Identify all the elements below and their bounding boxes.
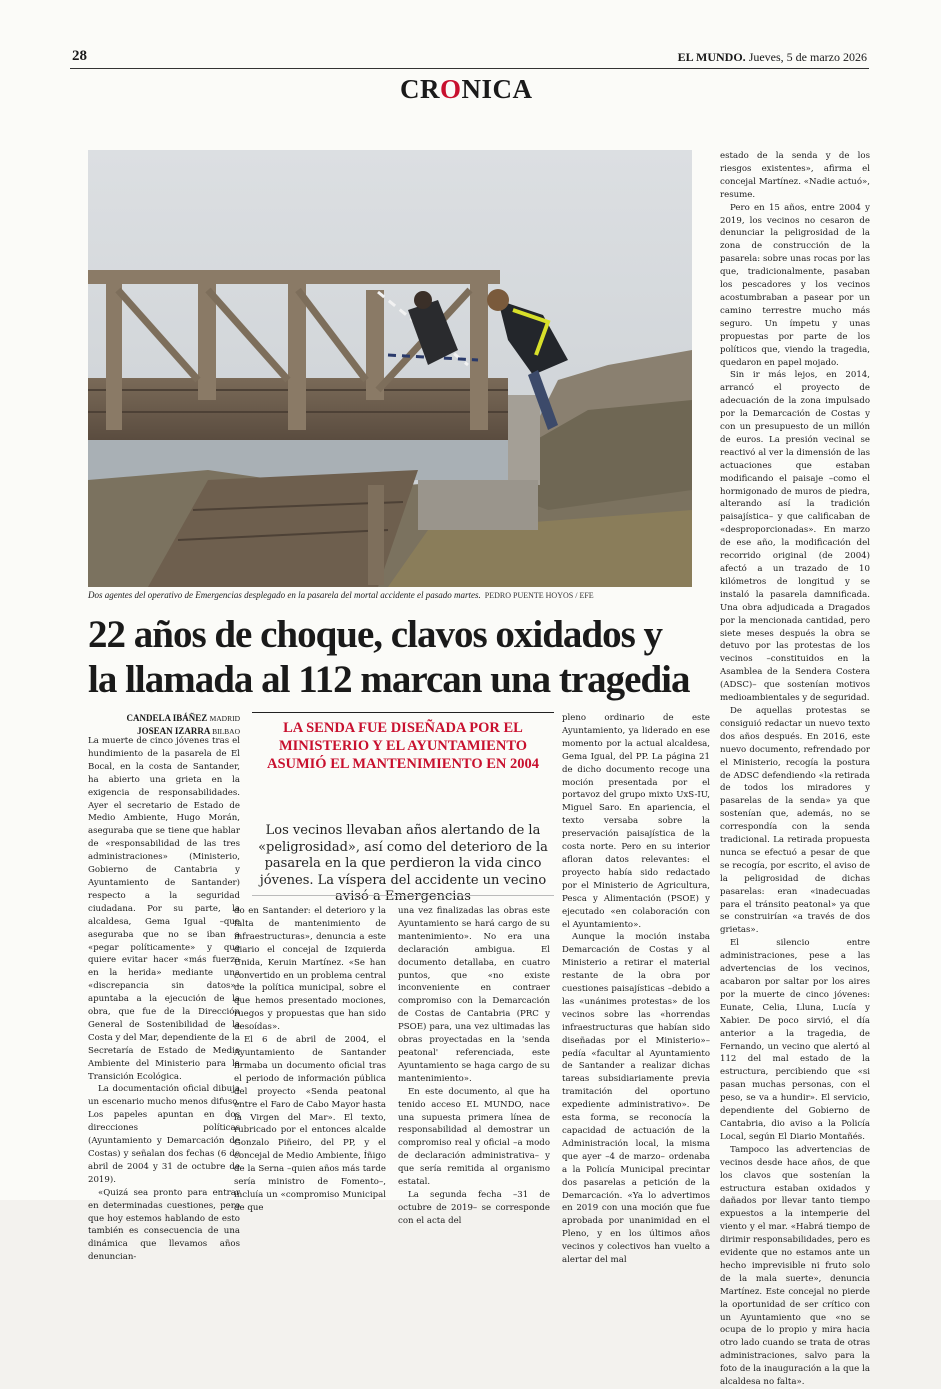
column-1 (88, 735, 240, 1264)
author-name: JOSEAN IZARRA (137, 726, 210, 736)
paragraph: La documentación oficial dibuja un escenario mucho menos difuso. Los papeles apuntan en dos direcciones políticas (Ayuntamiento y Demarcación de Costas) y señalan dos fechas (6 de abril de 2004 y 31 de octubre de 2019). (88, 1084, 240, 1185)
paragraph: una vez finalizadas las obras este Ayuntamiento se hará cargo de su mantenimiento». No era una declaración ambigua. El documento detallaba, en cuatro puntos, que «no existe inconveniente en contraer compromiso con la Demarcación de Costas de Cantabria (PRC y PSOE) para, una vez ultimadas las obras proyectadas en la 'senda peatonal' referenciada, este Ayuntamiento se haga cargo de su mantenimiento». (398, 906, 550, 1084)
paragraph: Pero en 15 años, entre 2004 y 2019, los vecinos no cesaron de denunciar la peligrosidad de la zona de construcción de la pasarela: sobre unas rocas por las que, tradicionalmente, pasaban los pescadores y los vecinos acostumbraban a pasear por un camino terrestre mucho más seguro. Un ímpetu y unas propuestas por parte de los políticos que, viendo la tragedia, quedaron en papel mojado. (720, 202, 870, 368)
column-5 (720, 150, 870, 1389)
photo-caption (88, 590, 692, 600)
photo-credit: PEDRO PUENTE HOYOS / EFE (484, 591, 594, 600)
paragraph: En este documento, al que ha tenido acceso EL MUNDO, nace una supuesta primera línea de responsabilidad al demostrar un compromiso real y oficial –a modo de declaración administrativa– y que sería remitida al organismo estatal. (398, 1086, 550, 1188)
headline: 22 años de choque, clavos oxidados y la llamada al 112 marcan una tragedia (88, 613, 690, 701)
issue-date: Jueves, 5 de marzo 2026 (748, 50, 867, 64)
paragraph: pleno ordinario de este Ayuntamiento, ya liderado en ese momento por la actual alcaldesa, Gema Igual, del PP. La página 21 de dicho documento recoge una moción presentada por el portavoz del grupo mixto UxS-IU, Miguel Saro. En apariencia, el texto versaba sobre la preservación paisajística de la costa norte. Pero en su interior afloran datos relevantes: el proyecto había sido redactado por el Ministerio de Agricultura, Pesca y Alimentación (PSOE) y ejecutado «en colaboración con el Ayuntamiento». (562, 713, 710, 930)
paragraph: estado de la senda y de los riesgos existentes», afirma el concejal Martínez. «Nadie actuó», resume. (720, 151, 870, 200)
column-2 (234, 905, 386, 1215)
paragraph: La segunda fecha –31 de octubre de 2019– se corresponde con el acta del (398, 1189, 550, 1226)
pull-quote: LA SENDA FUE DISEÑADA POR EL MINISTERIO Y EL AYUNTAMIENTO ASUMIÓ EL MANTENIMIENTO EN 2004 (252, 712, 554, 773)
author-location: MADRID (209, 714, 240, 723)
article-deck: Los vecinos llevaban años alertando de la «peligrosidad», así como del deterioro de la pasarela en la que perdieron la vida cinco jóvenes. La víspera del accidente un vecino avisó a Emergencias (258, 823, 548, 904)
section-title (400, 74, 533, 105)
paragraph: El silencio entre administraciones, pese a las advertencias de los vecinos, acabaron por saltar por los aires por la muerte de cinco jóvenes: Eunate, Celia, Lluna, Lucía y Xabier. De poco sirvió, el día anterior a la tragedia, de Fernando, un vecino que alertó al 112 del mal estado de la estructura, percibiendo que «si pasan muchas personas, con el peso, se va a hundir». El servicio, dependiente del Gobierno de Cantabria, dio aviso a la Policía Local, según El Diario Montañés. (720, 938, 870, 1142)
paragraph: El 6 de abril de 2004, el Ayuntamiento de Santander firmaba un documento oficial tras el periodo de información pública del proyecto «Senda peatonal entre el Faro de Cabo Mayor hasta la Virgen del Mar». El texto, rubricado por el entonces alcalde Gonzalo Piñeiro, del PP, y el concejal de Medio Ambiente, Íñigo de la Serna –quien años más tarde sería ministro de Fomento–, incluía un «compromiso Municipal de que (234, 1035, 386, 1213)
paragraph: «Quizá sea pronto para entrar en determinadas cuestiones, pero que hoy estemos hablando de esto también es consecuencia de una dinámica que llevamos años denuncian- (88, 1187, 240, 1263)
paragraph: Tampoco las advertencias de vecinos desde hace años, de que los clavos que sostenían la estructura estaban oxidados y dañados por llevar tanto tiempo expuestos a la intemperie del viento y el mar. «Habrá tiempo de dirimir responsabilidades, pero es evidente que no estamos ante un hecho imprevisible ni fruto solo de la mala suerte», denuncia Martínez. Este concejal no pierde la oportunidad de ser crítico con un Ayuntamiento que «no se ocupa de lo propio y mira hacia otro lado cuando se trata de otras administraciones, salvo para la foto de la inauguración a la que la alcaldesa no falta». (720, 1144, 870, 1388)
paragraph: De aquellas protestas se consiguió redactar un nuevo texto dos años después. En 2016, este nuevo documento, refrendado por el Ministerio, recogía la postura de ADSC defendiendo «la retirada de todos los miradores y pasarelas de la senda» ya que sostenían que, además, no se correspondía con la senda tradicional. La retirada propuesta nunca se efectuó a pesar de que se recogía, por escrito, el aviso de la peligrosidad de dichas pasarelas: eran «inadecuadas para el tránsito peatonal» ya que se construirían «a través de dos grietas». (720, 705, 870, 936)
column-4 (562, 712, 710, 1267)
publication-dateline (678, 50, 867, 65)
section-title-part: CR (400, 74, 440, 104)
caption-text: Dos agentes del operativo de Emergencias desplegado en la pasarela del mortal accidente el pasado martes. (88, 590, 481, 600)
deck-divider (252, 895, 554, 896)
top-rule (70, 68, 869, 69)
paragraph: Aunque la moción instaba Demarcación de Costas y al Ministerio a retirar el material restante de la obra por cuestiones paisajísticas –debido a las «unánimes protestas» de los vecinos sobre las «horrendas infraestructuras que habían sido diseñadas por el Ministerio»– pedía «facultar al Ayuntamiento de Santander a realizar dichas tareas subsidiariamente previa tramitación del oportuno expediente administrativo». De esta forma, se reconocía la capacidad de actuación de la Administración local, la misma que ayer –4 de marzo– ordenaba a la Policía Municipal precintar dos pasarelas a petición de la Demarcación. «Ya lo advertimos en 2019 con una moción que fue aprobada por unanimidad en el Pleno, y en los últimos años vecinos y colectivos han vuelto a alertar del mal (562, 932, 710, 1266)
lead-photo (88, 150, 692, 587)
page-number: 28 (72, 48, 87, 64)
paragraph: do en Santander: el deterioro y la falta de mantenimiento de infraestructuras», denuncia a este diario el concejal de Izquierda Unida, Keruin Martínez. «Se han convertido en un problema central de la política municipal, sobre el que hemos presentado mociones, ruegos y propuestas que han sido desoídas». (234, 906, 386, 1033)
column-3 (398, 905, 550, 1228)
footbridge-photo-illustration (88, 150, 692, 587)
paragraph: La muerte de cinco jóvenes tras el hundimiento de la pasarela de El Bocal, en la costa de Santander, ha abierto una grieta en la exigencia de responsabilidades. Ayer el secretario de Estado de Medio Ambiente, Hugo Morán, aseguraba que se tiene que hablar de «responsabilidad de las tres administraciones» (Ministerio, Gobierno de Cantabria y Ayuntamiento de Santander) respecto a la seguridad ciudadana. Por su parte, la alcaldesa, Gema Igual –que aseguraba que no se iban a «pegar políticamente» y que quiere evitar hacer «más fuerza en la herida» mediante una «discrepancia sin datos»– apuntaba a la ejecución de la obra, que fue de la Dirección General de Sostenibilidad de la Costa y del Mar, dependiente de la Secretaría de Estado de Medio Ambiente del Ministerio para la Transición Ecológica. (88, 736, 240, 1082)
paragraph: Sin ir más lejos, en 2014, arrancó el proyecto de adecuación de la zona impulsado por la Demarcación de Costas y con un presupuesto de un millón de euros. La presión vecinal se reactivó al ver la dimensión de las actuaciones que estaban modificando el paisaje –como el hormigonado de muros de piedra, alterando así la tradición paisajística– y que calificaban de «desproporcionadas». En marzo de ese año, la modificación del recorrido original (de 2004) afectó a un trazado de 10 kilómetros de longitud y se instaló la pasarela damnificada. Una obra adjudicada a Dragados por la mencionada cantidad, pero siete meses después la obra se detuvo por las protestas de los vecinos –constituidos en la Asamblea de la Sendera Costera (ADSC)– que sostenían motivos medioambientales y de seguridad. (720, 370, 870, 704)
publication-name: EL MUNDO. (677, 50, 746, 64)
author-location: BILBAO (212, 727, 240, 736)
section-title-part: NICA (461, 74, 533, 104)
author-name: CANDELA IBÁÑEZ (126, 713, 208, 723)
byline-author-1 (88, 712, 240, 725)
section-title-logo-o: O (440, 74, 462, 104)
